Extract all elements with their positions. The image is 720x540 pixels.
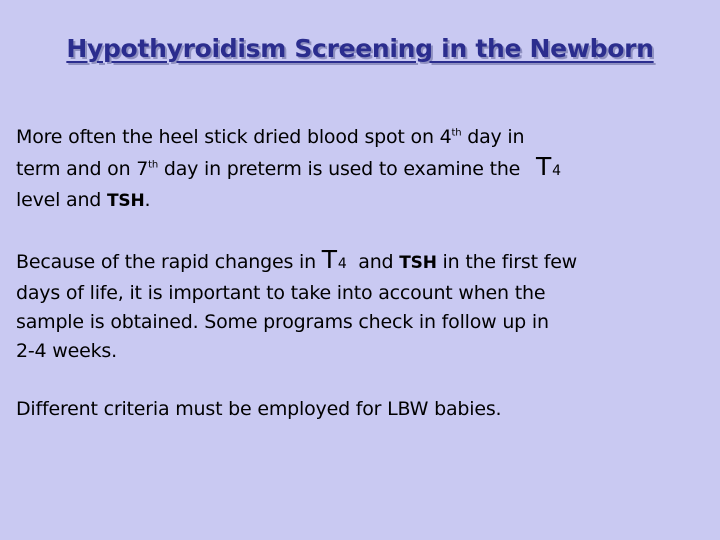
text-run: and <box>346 251 400 273</box>
text-run: More often the heel stick dried blood spot on 4 <box>16 126 452 148</box>
text-run: day in <box>461 126 525 148</box>
text-run: level and <box>16 189 108 211</box>
slide-body <box>16 123 706 424</box>
text-run: . <box>144 189 151 211</box>
text-run: in the first few <box>436 251 578 273</box>
superscript: th <box>451 127 462 139</box>
text-line <box>16 152 706 186</box>
text-line <box>16 123 706 152</box>
text-line <box>16 245 706 279</box>
text-line: sample is obtained. Some programs check in follow up in <box>16 311 549 333</box>
t4-subscript: 4 <box>552 163 561 179</box>
paragraph-rapid-changes <box>16 245 706 366</box>
superscript: th <box>148 159 159 171</box>
text-line: Different criteria must be employed for LBW babies. <box>16 398 502 420</box>
t4-symbol: T <box>321 245 337 274</box>
slide-title: Hypothyroidism Screening in the Newborn <box>66 34 654 63</box>
t4-symbol: T <box>536 152 552 181</box>
paragraph-lbw-criteria <box>16 395 706 424</box>
text-line <box>16 186 706 216</box>
text-run: day in preterm is used to examine the <box>158 158 526 180</box>
text-line: days of life, it is important to take into account when the <box>16 282 546 304</box>
t4-subscript: 4 <box>337 256 347 272</box>
tsh-term: TSH <box>399 253 437 273</box>
text-line: 2-4 weeks. <box>16 340 117 362</box>
text-run: term and on 7 <box>16 158 149 180</box>
tsh-term: TSH <box>107 191 145 211</box>
text-run: Because of the rapid changes in <box>16 251 322 273</box>
paragraph-heel-stick <box>16 123 706 216</box>
